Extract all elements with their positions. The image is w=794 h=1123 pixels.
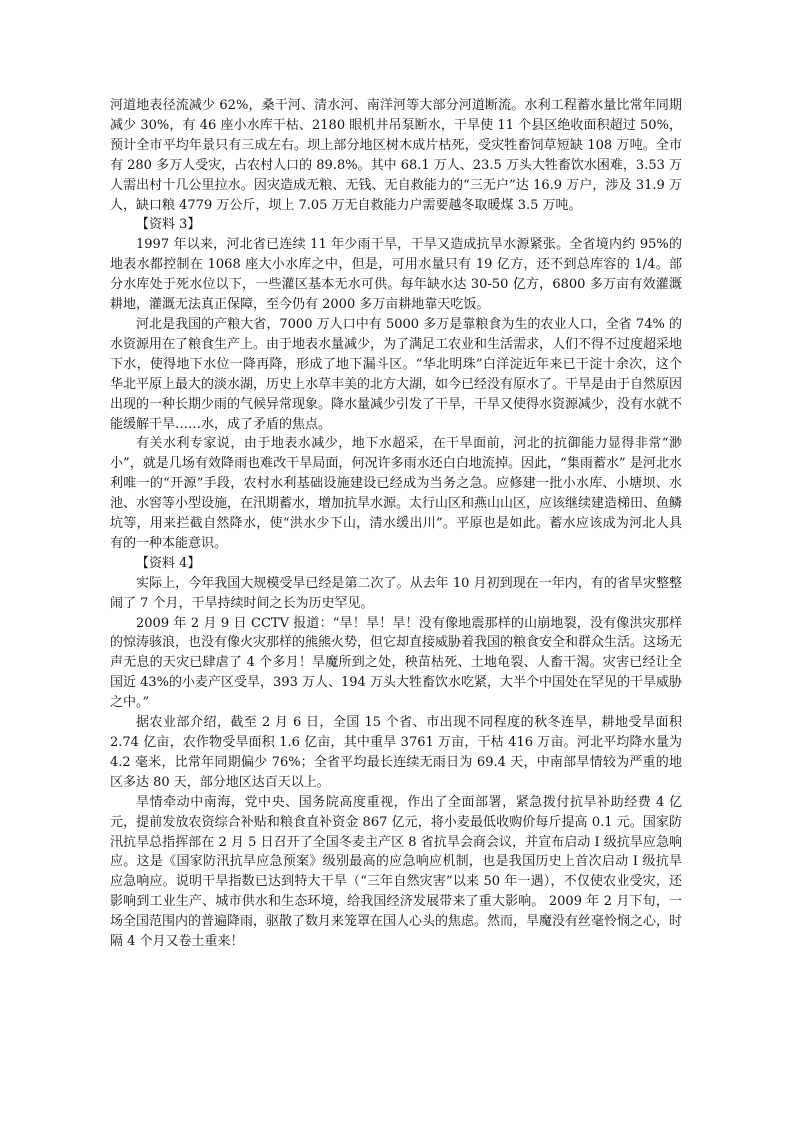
paragraph-water-conservation-experts: 有关水利专家说，由于地表水减少，地下水超采，在干旱面前，河北的抗御能力显得非常“渺小”，就是几场有效降雨也难改干旱局面，何况许多雨水还白白地流掉。因此，“集雨蓄水” 是河北水利唯一的“开源”手段，农村水利基础设施建设已经成为当务之急。应修建一批小水库、小塘坝、水池、水窖等小型设施，在汛期蓄水，增加抗旱水源。太行山区和燕山山区，应该继续建造梯田、鱼鳞坑等，用来拦截自然降水，使“洪水少下山，清水缓出川”。平原也是如此。蓄水应该成为河北人具有的一种本能意识。 xyxy=(110,436,683,551)
paragraph-ministry-agriculture: 据农业部介绍，截至 2 月 6 日，全国 15 个省、市出现不同程度的秋冬连旱，耕地受旱面积 2.74 亿亩，农作物受旱面积 1.6 亿亩，其中重旱 3761 万亩，干枯 416 万亩。河北平均降水量为 4.2 毫米，比常年同期偏少 76%；全省平均最长连续无雨日为 69.4 天，中南部旱情较为严重的地区多达 80 天，部分地区达百天以上。 xyxy=(110,715,682,790)
paragraph-central-response: 旱情牵动中南海，党中央、国务院高度重视，作出了全面部署，紧急拨付抗旱补助经费 4 亿元，提前发放农资综合补贴和粮食直补资金 867 亿元，将小麦最低收购价每斤提高 0.1 元。国家防汛抗旱总指挥部在 2 月 5 日召开了全国冬麦主产区 8 省抗旱会商会议，并宣布启动 I 级抗旱应急响应。这是《国家防汛抗旱应急预案》级别最高的应急响应机制，也是我国历史上首次启动 I 级抗旱应急响应。说明干旱指数已达到特大干旱（“三年自然灾害”以来 50 年一遇），不仅使农业受灾，还影响到工业生产、城市供水和生态环境，给我国经济发展带来了重大影响。 2009 年 2 月下旬，一场全国范围内的普遍降雨，驱散了数月来笼罩在国人心头的焦虑。然而，旱魔没有丝毫怜悯之心，时隔 4 个月又卷土重来！ xyxy=(110,794,683,950)
section-heading-material-3: 【资料 3】 xyxy=(136,217,201,233)
paragraph-hebei-grain-groundwater: 河北是我国的产粮大省，7000 万人口中有 5000 多万是靠粮食为生的农业人口，全省 74% 的水资源用在了粮食生产上。由于地表水量减少，为了满足工农业和生活需求，人们不得不过度超采地下水，使得地下水位一降再降，形成了地下漏斗区。“华北明珠”白洋淀近年来已干淀十余次，这个华北平原上最大的淡水湖，历史上水草丰美的北方大湖，如今已经没有原水了。干旱是由于自然原因出现的一种长期少雨的气候异常现象。降水量减少引发了干旱，干旱又使得水资源减少，没有水就不能缓解干旱……水，成了矛盾的焦点。 xyxy=(110,316,683,432)
section-heading-material-4: 【资料 4】 xyxy=(136,555,201,571)
document-page xyxy=(110,96,682,952)
paragraph-drought-zhangjiakou: 河道地表径流减少 62%，桑干河、清水河、南洋河等大部分河道断流。水利工程蓄水量比常年同期减少 30%，有 46 座小水库干枯、2180 眼机井吊泵断水，干旱使 11 个县区绝收面积超过 50%，预计全市平均年景只有三成左右。坝上部分地区树木成片枯死，受灾牲畜饲草短缺 108 万吨。全市有 280 多万人受灾，占农村人口的 89.8%。其中 68.1 万人、23.5 万头大牲畜饮水困难，3.53 万人需出村十几公里拉水。因灾造成无粮、无钱、无自救能力的“三无户”达 16.9 万户，涉及 31.9 万人，缺口粮 4779 万公斤，坝上 7.05 万无自救能力户需要越冬取暖煤 3.5 万吨。 xyxy=(110,98,682,213)
paragraph-second-drought: 实际上，今年我国大规模受旱已经是第二次了。从去年 10 月初到现在一年内，有的省旱灾整整闹了 7 个月，干旱持续时间之长为历史罕见。 xyxy=(110,575,682,611)
paragraph-hebei-water-shortage: 1997 年以来，河北省已连续 11 年少雨干旱，干旱又造成抗旱水源紧张。全省境内约 95%的地表水都控制在 1068 座大小水库之中，但是，可用水量只有 19 亿方，还不到总库容的 1/4。部分水库处于死水位以下，一些灌区基本无水可供。每年缺水达 30-50 亿方，6800 多万亩有效灌溉耕地，灌溉无法真正保障，至今仍有 2000 多万亩耕地靠天吃饭。 xyxy=(110,237,682,313)
paragraph-cctv-report: 2009 年 2 月 9 日 CCTV 报道：“旱！旱！旱！没有像地震那样的山崩地裂，没有像洪灾那样的惊涛骇浪，也没有像火灾那样的熊熊火势，但它却直接威胁着我国的粮食安全和群众生活。这场无声无息的天灾已肆虐了 4 个多月！旱魔所到之处，秧苗枯死、土地龟裂、人畜干渴。灾害已经让全国近 43%的小麦产区受旱，393 万人、194 万头大牲畜饮水吃紧，大半个中国处在罕见的干旱威胁之中。” xyxy=(110,615,683,711)
